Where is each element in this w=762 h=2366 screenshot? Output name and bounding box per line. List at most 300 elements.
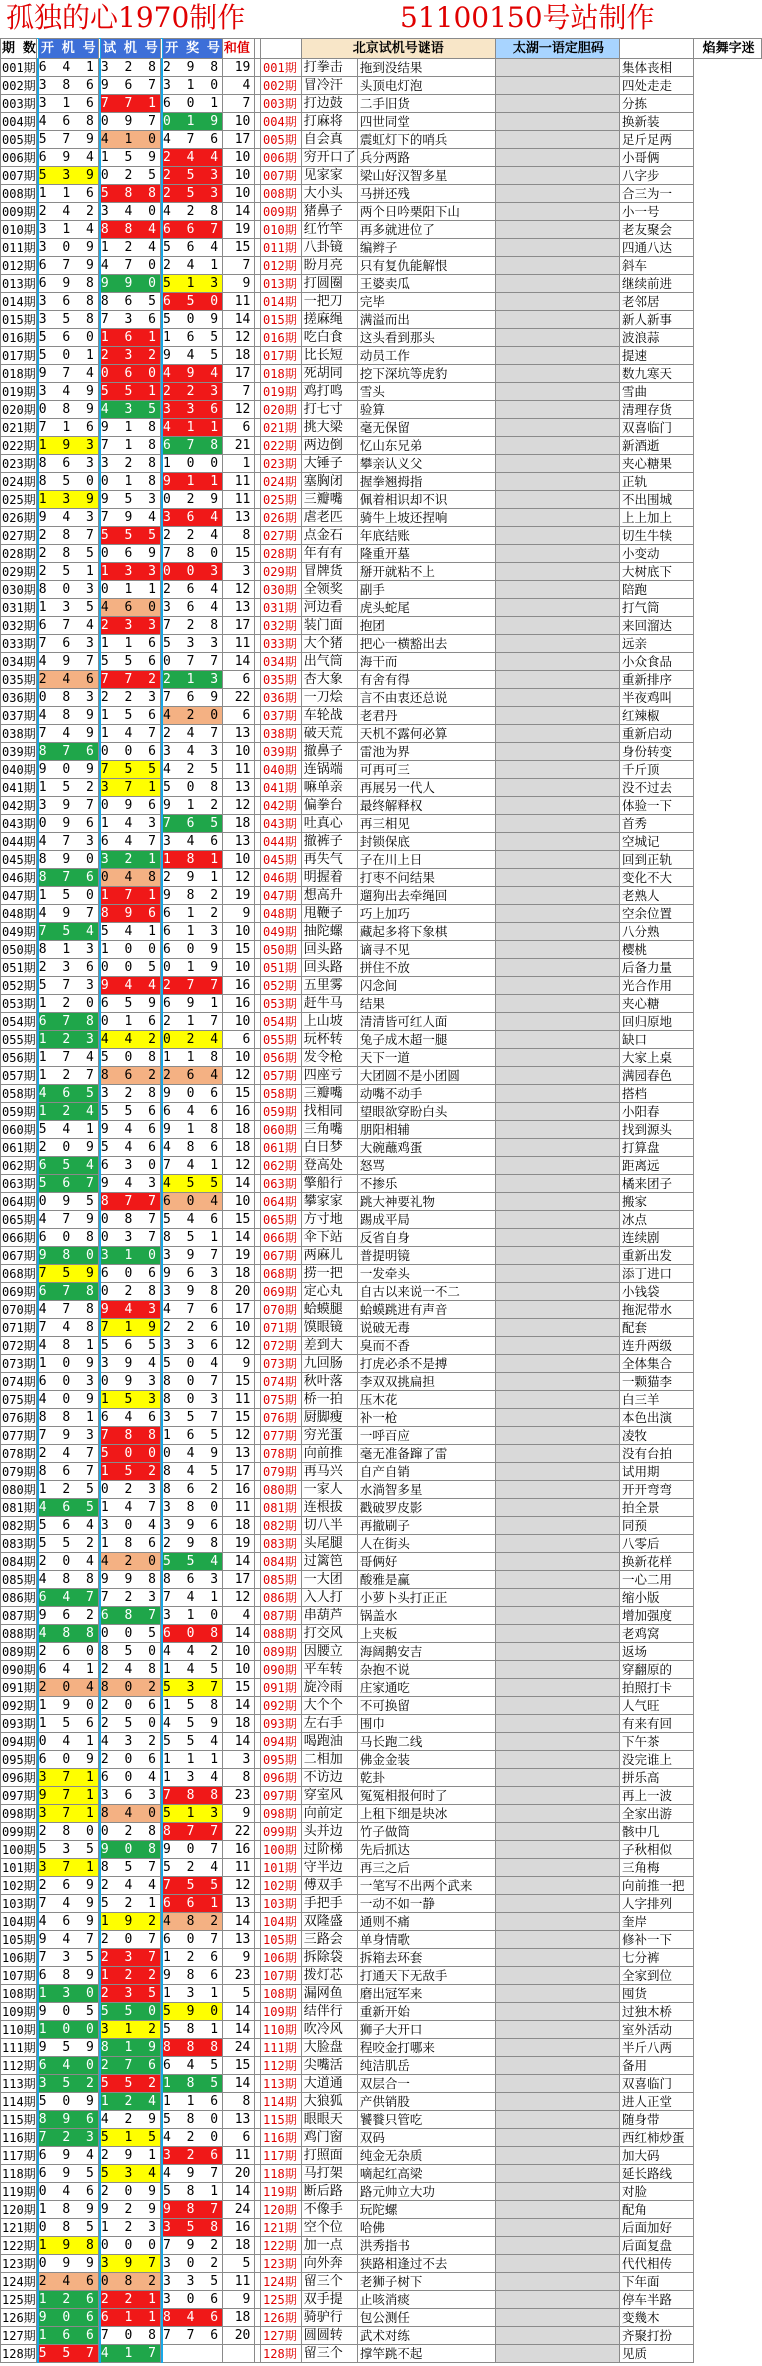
riddle-phrase-cell: 编辫子 <box>357 239 495 257</box>
hezhi-cell: 12 <box>223 869 255 887</box>
kaijiang-cell: 8 4 5 <box>163 1463 223 1479</box>
kaiji-cell: 2 3 6 <box>38 959 98 975</box>
table-row <box>1 1409 762 1427</box>
kaijiang-cell: 9 1 1 <box>163 473 223 489</box>
header-kaijiang: 开 奖 号 <box>162 39 222 59</box>
riddle-word-cell: 三角嘴 <box>301 1121 357 1139</box>
riddle-word-cell: 向前定 <box>301 1805 357 1823</box>
grey-column <box>495 2075 619 2093</box>
hezhi-cell: 19 <box>223 221 255 239</box>
shiji-cell: 7 3 6 <box>100 311 160 327</box>
riddle-phrase-cell: 狮子大开口 <box>357 2021 495 2039</box>
table-row <box>1 1085 762 1103</box>
riddle-word-cell: 捞一把 <box>301 1265 357 1283</box>
kaijiang-cell: 5 0 8 <box>163 779 223 795</box>
riddle-word-cell: 挑大梁 <box>301 419 357 437</box>
riddle-period-cell: 102期 <box>261 1877 302 1895</box>
period-cell: 058期 <box>2 1086 36 1101</box>
table-row <box>1 905 762 923</box>
grey-column <box>495 1535 619 1553</box>
period-cell: 013期 <box>2 276 36 291</box>
kaiji-cell: 4 8 8 <box>38 1571 98 1587</box>
kaijiang-cell: 1 8 5 <box>163 2075 223 2091</box>
table-row <box>1 761 762 779</box>
yanwu-cell: 过独木桥 <box>619 2003 693 2021</box>
table-row <box>1 1103 762 1121</box>
yanwu-cell: 有来有回 <box>619 1715 693 1733</box>
kaijiang-cell: 5 5 4 <box>163 1553 223 1569</box>
header-blank <box>261 39 302 59</box>
riddle-period-cell: 075期 <box>261 1391 302 1409</box>
period-cell: 051期 <box>2 960 36 975</box>
hezhi-cell: 14 <box>223 2183 255 2201</box>
kaiji-cell: 0 8 9 <box>38 401 98 417</box>
kaiji-cell: 0 8 3 <box>38 689 98 705</box>
kaiji-cell: 5 3 5 <box>38 1841 98 1857</box>
table-row <box>1 2327 762 2345</box>
yanwu-cell: 樱桃 <box>619 941 693 959</box>
yanwu-cell: 搬家 <box>619 1193 693 1211</box>
hezhi-cell: 13 <box>223 2111 255 2129</box>
shiji-cell: 8 0 2 <box>100 1679 160 1695</box>
kaiji-cell: 6 9 4 <box>38 149 98 165</box>
riddle-word-cell: 打交风 <box>301 1625 357 1643</box>
kaijiang-cell: 2 2 6 <box>163 1319 223 1335</box>
riddle-phrase-cell: 蛤蟆跳进有声音 <box>357 1301 495 1319</box>
period-cell: 027期 <box>2 528 36 543</box>
table-row <box>1 437 762 455</box>
riddle-word-cell: 登高处 <box>301 1157 357 1175</box>
shiji-cell: 3 1 0 <box>100 1247 160 1263</box>
riddle-word-cell: 伞下站 <box>301 1229 357 1247</box>
kaiji-cell: 1 5 6 <box>38 1715 98 1731</box>
table-row <box>1 275 762 293</box>
kaijiang-cell: 6 0 4 <box>163 1193 223 1209</box>
period-cell: 028期 <box>2 546 36 561</box>
kaijiang-cell: 2 2 4 <box>163 527 223 543</box>
grey-column <box>495 1913 619 1931</box>
shiji-cell: 0 3 7 <box>100 1229 160 1245</box>
kaiji-cell: 7 4 9 <box>38 1895 98 1911</box>
period-cell: 056期 <box>2 1050 36 1065</box>
riddle-period-cell: 067期 <box>261 1247 302 1265</box>
hezhi-cell: 11 <box>223 1391 255 1409</box>
yanwu-cell: 白三羊 <box>619 1391 693 1409</box>
yanwu-cell: 数九寒天 <box>619 365 693 383</box>
riddle-period-cell: 087期 <box>261 1607 302 1625</box>
riddle-phrase-cell: 再多就进位了 <box>357 221 495 239</box>
table-row <box>1 977 762 995</box>
shiji-cell: 5 1 5 <box>100 2129 160 2145</box>
table-row <box>1 1391 762 1409</box>
yanwu-cell: 向前推一把 <box>619 1877 693 1895</box>
kaiji-cell: 5 5 7 <box>38 2345 98 2361</box>
riddle-period-cell: 029期 <box>261 563 302 581</box>
kaiji-cell: 9 4 7 <box>38 1931 98 1947</box>
hezhi-cell: 9 <box>223 1805 255 1823</box>
riddle-phrase-cell: 包公测任 <box>357 2309 495 2327</box>
riddle-word-cell: 回头路 <box>301 941 357 959</box>
riddle-word-cell: 撤裤子 <box>301 833 357 851</box>
kaijiang-cell: 4 2 0 <box>163 707 223 723</box>
riddle-word-cell: 鸡打鸣 <box>301 383 357 401</box>
table-row <box>1 2093 762 2111</box>
shiji-cell: 4 7 0 <box>100 257 160 273</box>
kaiji-cell: 5 0 1 <box>38 347 98 363</box>
hezhi-cell: 19 <box>223 887 255 905</box>
riddle-word-cell: 猪鼻子 <box>301 203 357 221</box>
riddle-period-cell: 073期 <box>261 1355 302 1373</box>
grey-column <box>495 905 619 923</box>
shiji-cell: 7 5 5 <box>100 761 160 777</box>
riddle-phrase-cell: 单身情歌 <box>357 1931 495 1949</box>
hezhi-cell: 17 <box>223 131 255 149</box>
table-row <box>1 293 762 311</box>
kaijiang-cell: 1 4 5 <box>163 1661 223 1677</box>
yanwu-cell: 波浪蒜 <box>619 329 693 347</box>
riddle-word-cell: 头并边 <box>301 1823 357 1841</box>
grey-column <box>495 1085 619 1103</box>
table-row <box>1 59 762 77</box>
table-row <box>1 1787 762 1805</box>
period-cell: 113期 <box>2 2076 36 2091</box>
hezhi-cell: 4 <box>223 77 255 95</box>
riddle-period-cell: 004期 <box>261 113 302 131</box>
kaiji-cell: 7 2 3 <box>38 2129 98 2145</box>
period-cell: 007期 <box>2 168 36 183</box>
shiji-cell: 1 2 4 <box>100 239 160 255</box>
riddle-word-cell: 比长短 <box>301 347 357 365</box>
period-cell: 108期 <box>2 1986 36 2001</box>
kaiji-cell: 6 7 9 <box>38 257 98 273</box>
kaijiang-cell: 8 5 1 <box>163 1229 223 1245</box>
shiji-cell: 2 9 1 <box>100 2147 160 2163</box>
grey-column <box>495 2111 619 2129</box>
period-cell: 009期 <box>2 204 36 219</box>
shiji-cell: 1 4 7 <box>100 1499 160 1515</box>
riddle-word-cell: 盼月亮 <box>301 257 357 275</box>
riddle-word-cell: 大脸盘 <box>301 2039 357 2057</box>
riddle-period-cell: 077期 <box>261 1427 302 1445</box>
yanwu-cell: 增加强度 <box>619 1607 693 1625</box>
kaijiang-cell: 3 9 7 <box>163 1247 223 1263</box>
kaiji-cell: 3 5 8 <box>38 311 98 327</box>
period-cell: 034期 <box>2 654 36 669</box>
kaiji-cell: 6 7 4 <box>38 617 98 633</box>
riddle-period-cell: 094期 <box>261 1733 302 1751</box>
hezhi-cell: 19 <box>223 1247 255 1265</box>
kaijiang-cell: 9 6 3 <box>163 1265 223 1281</box>
table-row <box>1 185 762 203</box>
hezhi-cell: 13 <box>223 1445 255 1463</box>
grey-column <box>495 1553 619 1571</box>
riddle-period-cell: 072期 <box>261 1337 302 1355</box>
shiji-cell: 5 3 4 <box>100 2165 160 2181</box>
kaiji-cell: 6 4 1 <box>38 1661 98 1677</box>
riddle-period-cell: 079期 <box>261 1463 302 1481</box>
hezhi-cell: 13 <box>223 779 255 797</box>
table-row <box>1 1553 762 1571</box>
riddle-period-cell: 107期 <box>261 1967 302 1985</box>
kaijiang-cell: 5 9 0 <box>163 2003 223 2019</box>
riddle-period-cell: 089期 <box>261 1643 302 1661</box>
riddle-phrase-cell: 围巾 <box>357 1715 495 1733</box>
riddle-phrase-cell: 雪头 <box>357 383 495 401</box>
riddle-period-cell: 082期 <box>261 1517 302 1535</box>
hezhi-cell: 19 <box>223 1535 255 1553</box>
shiji-cell: 5 5 6 <box>100 653 160 669</box>
riddle-phrase-cell: 老狮子树下 <box>357 2273 495 2291</box>
kaiji-cell: 2 4 2 <box>38 203 98 219</box>
period-cell: 063期 <box>2 1176 36 1191</box>
hezhi-cell: 8 <box>223 2093 255 2111</box>
riddle-period-cell: 054期 <box>261 1013 302 1031</box>
period-cell: 033期 <box>2 636 36 651</box>
period-cell: 002期 <box>2 78 36 93</box>
riddle-word-cell: 打拳击 <box>301 59 357 77</box>
riddle-period-cell: 013期 <box>261 275 302 293</box>
shiji-cell: 2 0 6 <box>100 1751 160 1767</box>
grey-column <box>495 869 619 887</box>
yanwu-cell: 满园春色 <box>619 1067 693 1085</box>
table-row <box>1 1625 762 1643</box>
hezhi-cell: 10 <box>223 1049 255 1067</box>
riddle-word-cell: 一家人 <box>301 1481 357 1499</box>
yanwu-cell: 重新排序 <box>619 671 693 689</box>
grey-column <box>495 365 619 383</box>
kaijiang-cell: 2 4 7 <box>163 725 223 741</box>
riddle-word-cell: 九回肠 <box>301 1355 357 1373</box>
hezhi-cell: 13 <box>223 599 255 617</box>
shiji-cell: 5 5 0 <box>100 2003 160 2019</box>
grey-column <box>495 1067 619 1085</box>
kaijiang-cell: 9 8 6 <box>163 1967 223 1983</box>
riddle-phrase-cell: 可再可三 <box>357 761 495 779</box>
shiji-cell: 4 1 0 <box>100 131 160 147</box>
period-cell: 041期 <box>2 780 36 795</box>
grey-column <box>495 581 619 599</box>
riddle-period-cell: 123期 <box>261 2255 302 2273</box>
kaijiang-cell: 2 9 8 <box>163 1535 223 1551</box>
riddle-period-cell: 104期 <box>261 1913 302 1931</box>
shiji-cell: 3 0 4 <box>100 1517 160 1533</box>
shiji-cell: 9 5 3 <box>100 491 160 507</box>
shiji-cell: 0 2 8 <box>100 1283 160 1299</box>
riddle-word-cell: 擎船行 <box>301 1175 357 1193</box>
period-cell: 025期 <box>2 492 36 507</box>
kaijiang-cell: 6 1 2 <box>163 905 223 921</box>
kaijiang-cell: 1 8 1 <box>163 851 223 867</box>
kaiji-cell: 4 8 1 <box>38 1337 98 1353</box>
yanwu-cell: 红辣椒 <box>619 707 693 725</box>
riddle-period-cell: 044期 <box>261 833 302 851</box>
grey-column <box>495 1679 619 1697</box>
grey-column <box>495 401 619 419</box>
kaiji-cell: 8 7 6 <box>38 869 98 885</box>
period-cell: 069期 <box>2 1284 36 1299</box>
yanwu-cell: 大树底下 <box>619 563 693 581</box>
kaiji-cell: 5 6 4 <box>38 1517 98 1533</box>
riddle-phrase-cell: 遛狗出去牵绳回 <box>357 887 495 905</box>
table-row <box>1 1319 762 1337</box>
grey-column <box>495 1697 619 1715</box>
kaiji-cell: 4 6 9 <box>38 1913 98 1929</box>
shiji-cell: 0 0 5 <box>100 1625 160 1641</box>
yanwu-cell: 正轨 <box>619 473 693 491</box>
table-row <box>1 1607 762 1625</box>
period-cell: 035期 <box>2 672 36 687</box>
grey-column <box>495 419 619 437</box>
kaiji-cell: 4 7 9 <box>38 1211 98 1227</box>
hezhi-cell: 12 <box>223 1427 255 1445</box>
shiji-cell: 9 9 0 <box>100 275 160 291</box>
hezhi-cell: 19 <box>223 59 255 77</box>
kaijiang-cell: 3 3 5 <box>163 2273 223 2289</box>
table-row <box>1 203 762 221</box>
riddle-word-cell: 吃白食 <box>301 329 357 347</box>
yanwu-cell: 半斤八两 <box>619 2039 693 2057</box>
riddle-period-cell: 006期 <box>261 149 302 167</box>
riddle-word-cell: 偏拳台 <box>301 797 357 815</box>
grey-column <box>495 1589 619 1607</box>
kaiji-cell: 9 6 2 <box>38 1607 98 1623</box>
hezhi-cell: 12 <box>223 1337 255 1355</box>
riddle-phrase-cell: 洪秀指书 <box>357 2237 495 2255</box>
grey-column <box>495 1967 619 1985</box>
riddle-period-cell: 099期 <box>261 1823 302 1841</box>
riddle-word-cell: 尖嘴活 <box>301 2057 357 2075</box>
grey-column <box>495 167 619 185</box>
period-cell: 100期 <box>2 1842 36 1857</box>
riddle-word-cell: 馍眼镜 <box>301 1319 357 1337</box>
period-cell: 077期 <box>2 1428 36 1443</box>
kaiji-cell: 2 8 7 <box>38 527 98 543</box>
kaijiang-cell: 8 6 2 <box>163 1481 223 1497</box>
yanwu-cell: 变幾木 <box>619 2309 693 2327</box>
kaiji-cell: 9 7 4 <box>38 365 98 381</box>
period-cell: 031期 <box>2 600 36 615</box>
yanwu-cell: 延长路线 <box>619 2165 693 2183</box>
yanwu-cell: 没不过去 <box>619 779 693 797</box>
grey-column <box>495 2147 619 2165</box>
kaiji-cell: 9 8 0 <box>38 1247 98 1263</box>
period-cell: 124期 <box>2 2274 36 2289</box>
grey-column <box>495 95 619 113</box>
table-row <box>1 1733 762 1751</box>
kaiji-cell: 2 0 4 <box>38 1553 98 1569</box>
header-taihu: 太湖一语定胆码 <box>495 39 619 59</box>
shiji-cell: 3 9 7 <box>100 2255 160 2271</box>
riddle-word-cell: 一刀烩 <box>301 689 357 707</box>
hezhi-cell: 18 <box>223 1139 255 1157</box>
period-cell: 111期 <box>2 2040 36 2055</box>
riddle-word-cell: 四座亏 <box>301 1067 357 1085</box>
period-cell: 070期 <box>2 1302 36 1317</box>
riddle-phrase-cell: 一笔写不出两个武来 <box>357 1877 495 1895</box>
riddle-period-cell: 063期 <box>261 1175 302 1193</box>
shiji-cell: 8 1 9 <box>100 2039 160 2055</box>
hezhi-cell: 17 <box>223 1571 255 1589</box>
shiji-cell: 8 6 2 <box>100 1067 160 1083</box>
table-row <box>1 1643 762 1661</box>
yanwu-cell: 一颗猫李 <box>619 1373 693 1391</box>
kaiji-cell: 9 0 9 <box>38 761 98 777</box>
shiji-cell: 2 4 4 <box>100 1877 160 1893</box>
period-cell: 038期 <box>2 726 36 741</box>
table-row <box>1 1913 762 1931</box>
kaiji-cell: 1 5 0 <box>38 887 98 903</box>
lottery-table <box>0 38 762 2363</box>
table-row <box>1 383 762 401</box>
hezhi-cell: 14 <box>223 203 255 221</box>
grey-column <box>495 347 619 365</box>
hezhi-cell: 16 <box>223 1841 255 1859</box>
riddle-phrase-cell: 打枣不问结果 <box>357 869 495 887</box>
riddle-phrase-cell: 掰开就粘不上 <box>357 563 495 581</box>
table-body <box>1 59 762 2363</box>
kaijiang-cell: 1 1 8 <box>163 1049 223 1065</box>
riddle-phrase-cell: 最终解释权 <box>357 797 495 815</box>
hezhi-cell: 7 <box>223 257 255 275</box>
riddle-phrase-cell: 李双双挑扁担 <box>357 1373 495 1391</box>
kaijiang-cell: 9 1 8 <box>163 1121 223 1137</box>
riddle-period-cell: 065期 <box>261 1211 302 1229</box>
shiji-cell: 7 7 2 <box>100 671 160 687</box>
kaiji-cell: 3 4 9 <box>38 383 98 399</box>
shiji-cell: 5 5 6 <box>100 1103 160 1119</box>
yanwu-cell: 囤货 <box>619 1985 693 2003</box>
riddle-phrase-cell: 有舍有得 <box>357 671 495 689</box>
table-row <box>1 941 762 959</box>
riddle-phrase-cell: 饕餮只管吃 <box>357 2111 495 2129</box>
hezhi-cell: 11 <box>223 473 255 491</box>
table-row <box>1 1211 762 1229</box>
yanwu-cell: 重新出发 <box>619 1247 693 1265</box>
shiji-cell: 3 9 4 <box>100 1355 160 1371</box>
kaijiang-cell: 8 7 7 <box>163 1823 223 1839</box>
table-row <box>1 1895 762 1913</box>
grey-column <box>495 815 619 833</box>
period-cell: 080期 <box>2 1482 36 1497</box>
shiji-cell: 1 4 3 <box>100 815 160 831</box>
grey-column <box>495 2021 619 2039</box>
table-row <box>1 329 762 347</box>
yanwu-cell: 后备力量 <box>619 959 693 977</box>
riddle-period-cell: 111期 <box>261 2039 302 2057</box>
yanwu-cell: 空城记 <box>619 833 693 851</box>
riddle-period-cell: 043期 <box>261 815 302 833</box>
yanwu-cell: 连升两级 <box>619 1337 693 1355</box>
shiji-cell: 1 6 1 <box>100 329 160 345</box>
yanwu-cell: 四处走走 <box>619 77 693 95</box>
kaijiang-cell: 6 0 7 <box>163 1931 223 1947</box>
grey-column <box>495 1931 619 1949</box>
riddle-word-cell: 平车转 <box>301 1661 357 1679</box>
hezhi-cell: 14 <box>223 1229 255 1247</box>
riddle-phrase-cell: 不可换留 <box>357 1697 495 1715</box>
kaijiang-cell: 3 4 3 <box>163 743 223 759</box>
riddle-period-cell: 019期 <box>261 383 302 401</box>
yanwu-cell: 双喜临门 <box>619 419 693 437</box>
grey-column <box>495 2237 619 2255</box>
riddle-period-cell: 042期 <box>261 797 302 815</box>
shiji-cell: 0 6 0 <box>100 365 160 381</box>
riddle-word-cell: 大锤子 <box>301 455 357 473</box>
riddle-word-cell: 全领奖 <box>301 581 357 599</box>
hezhi-cell: 12 <box>223 797 255 815</box>
grey-column <box>495 1733 619 1751</box>
riddle-period-cell: 125期 <box>261 2291 302 2309</box>
